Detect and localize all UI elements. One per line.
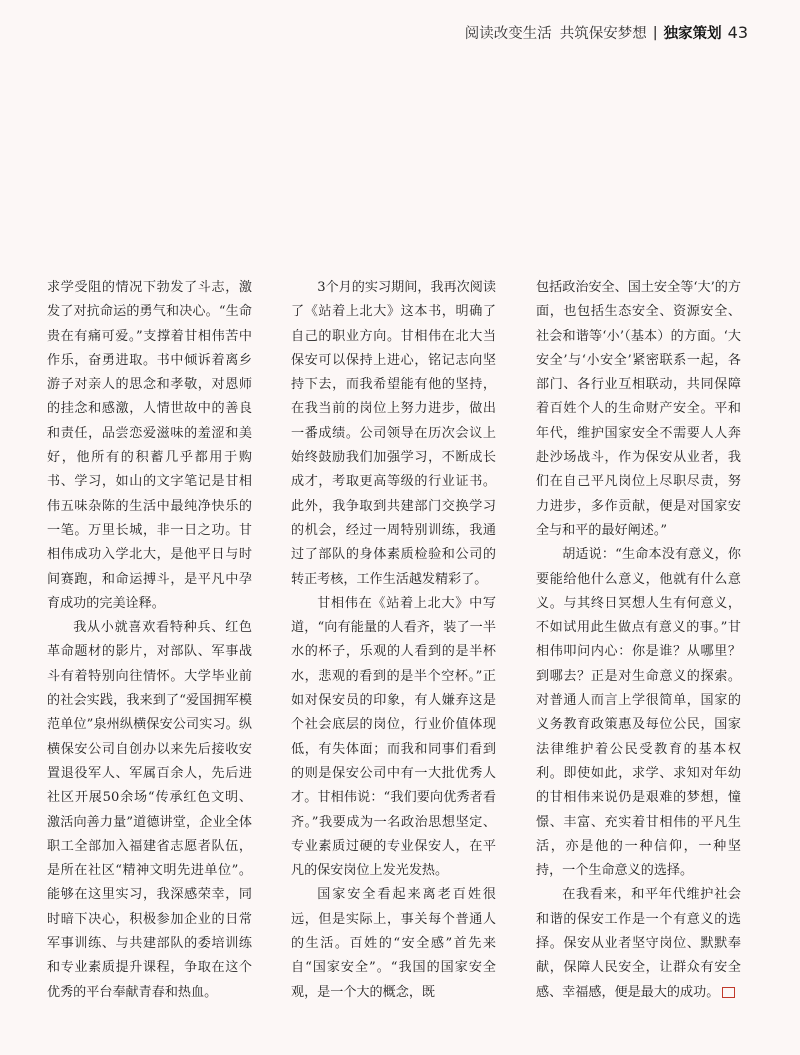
paragraph: [536, 883, 741, 1004]
header-slogan-2: 共筑保安梦想: [559, 26, 647, 42]
header-separator: |: [652, 24, 658, 41]
paragraph-text: 3个月的实习期间，我再次阅读了《站着上北大》这本书，明确了自己的职业方向。甘相伟在北大当保安可以保持上进心，铭记志向坚持下去，而我希望能有他的坚持，在我当前的岗位上努力进步，做出一番成绩。公司领导在历次会议上始终鼓励我们加强学习，不断成长成才，考取更高等级的行业证书。此外，我争取到共建部门交换学习的机会，经过一周特别训练，我通过了部队的身体素质检验和公司的转正考核，工作生活越发精彩了。: [291, 280, 496, 587]
paragraph: [291, 276, 496, 592]
paragraph: [47, 276, 252, 616]
paragraph: [47, 616, 252, 1005]
paragraph: [536, 543, 741, 883]
paragraph-text: 我从小就喜欢看特种兵、红色革命题材的影片，对部队、军事战斗有着特别向往情怀。大学毕业前的社会实践，我来到了“爱国拥军模范单位”泉州纵横保安公司实习。纵横保安公司自创办以来先后接收安置退役军人、军属百余人，先后进社区开展50余场“传承红色文明、激活向善力量”道德讲堂，企业全体职工全部加入福建省志愿者队伍，是所在社区“精神文明先进单位”。能够在这里实习，我深感荣幸，同时暗下决心，积极参加企业的日常军事训练、与共建部队的委培训练和专业素质提升课程，争取在这个优秀的平台奉献青春和热血。: [47, 620, 252, 1000]
paragraph: [291, 592, 496, 884]
paragraph: [291, 883, 496, 1004]
running-header: [465, 22, 748, 43]
paragraph: [536, 276, 741, 543]
text-column-1: [47, 276, 252, 1005]
text-column-3: [536, 276, 741, 1005]
paragraph-text: 国家安全看起来离老百姓很远，但是实际上，事关每个普通人的生活。百姓的“安全感”首先来自“国家安全”。“我国的国家安全观，是一个大的概念，既: [291, 887, 496, 1000]
paragraph-text: 在我看来，和平年代维护社会和谐的保安工作是一个有意义的选择。保安从业者坚守岗位、默默奉献，保障人民安全，让群众有安全感、幸福感，便是最大的成功。: [536, 887, 741, 1000]
text-column-2: [291, 276, 496, 1005]
page-number: 43: [727, 23, 748, 42]
header-slogan-1: 阅读改变生活: [464, 26, 552, 42]
paragraph-text: 求学受阻的情况下勃发了斗志，激发了对抗命运的勇气和决心。“生命贵在有痛可爱。”支撑着甘相伟苦中作乐，奋勇进取。书中倾诉着离乡游子对亲人的思念和孝敬，对恩师的挂念和感激，人情世故中的善良和责任，品尝恋爱滋味的羞涩和美好，他所有的积蓄几乎都用于购书、学习，如山的文字笔记是甘相伟五味杂陈的生活中最纯净快乐的一笔。万里长城，非一日之功。甘相伟成功入学北大，是他平日与时间赛跑，和命运搏斗，是平凡中孕育成功的完美诠释。: [47, 280, 252, 611]
section-title: 独家策划: [663, 26, 722, 42]
end-of-article-icon: [722, 987, 735, 998]
paragraph-text: 包括政治安全、国土安全等‘大’的方面，也包括生态安全、资源安全、社会和谐等‘小’（基本）的方面。‘大安全’与‘小安全’紧密联系一起，各部门、各行业互相联动，共同保障着百姓个人的生命财产安全。平和年代，维护国家安全不需要人人奔赴沙场战斗，作为保安从业者，我们在自己平凡岗位上尽职尽责，努力进步，多作贡献，便是对国家安全与和平的最好阐述。”: [536, 280, 741, 538]
paragraph-text: 甘相伟在《站着上北大》中写道，“向有能量的人看齐，装了一半水的杯子，乐观的人看到的是半杯水，悲观的看到的是半个空杯。”正如对保安员的印象，有人嫌弃这是个社会底层的岗位，行业价值体现低，有失体面；而我和同事们看到的则是保安公司中有一大批优秀人才。甘相伟说：“我们要向优秀者看齐。”我要成为一名政治思想坚定、专业素质过硬的专业保安人，在平凡的保安岗位上发光发热。: [291, 595, 496, 879]
paragraph-text: 胡适说：“生命本没有意义，你要能给他什么意义，他就有什么意义。与其终日冥想人生有何意义，不如试用此生做点有意义的事。”甘相伟叩问内心：你是谁？从哪里？到哪去？正是对生命意义的探索。对普通人而言上学很简单，国家的义务教育政策惠及每位公民，国家法律维护着公民受教育的基本权利。即使如此，求学、求知对年幼的甘相伟来说仍是艰难的梦想，憧憬、丰富、充实着甘相伟的平凡生活，亦是他的一种信仰，一种坚持，一个生命意义的选择。: [536, 547, 741, 879]
